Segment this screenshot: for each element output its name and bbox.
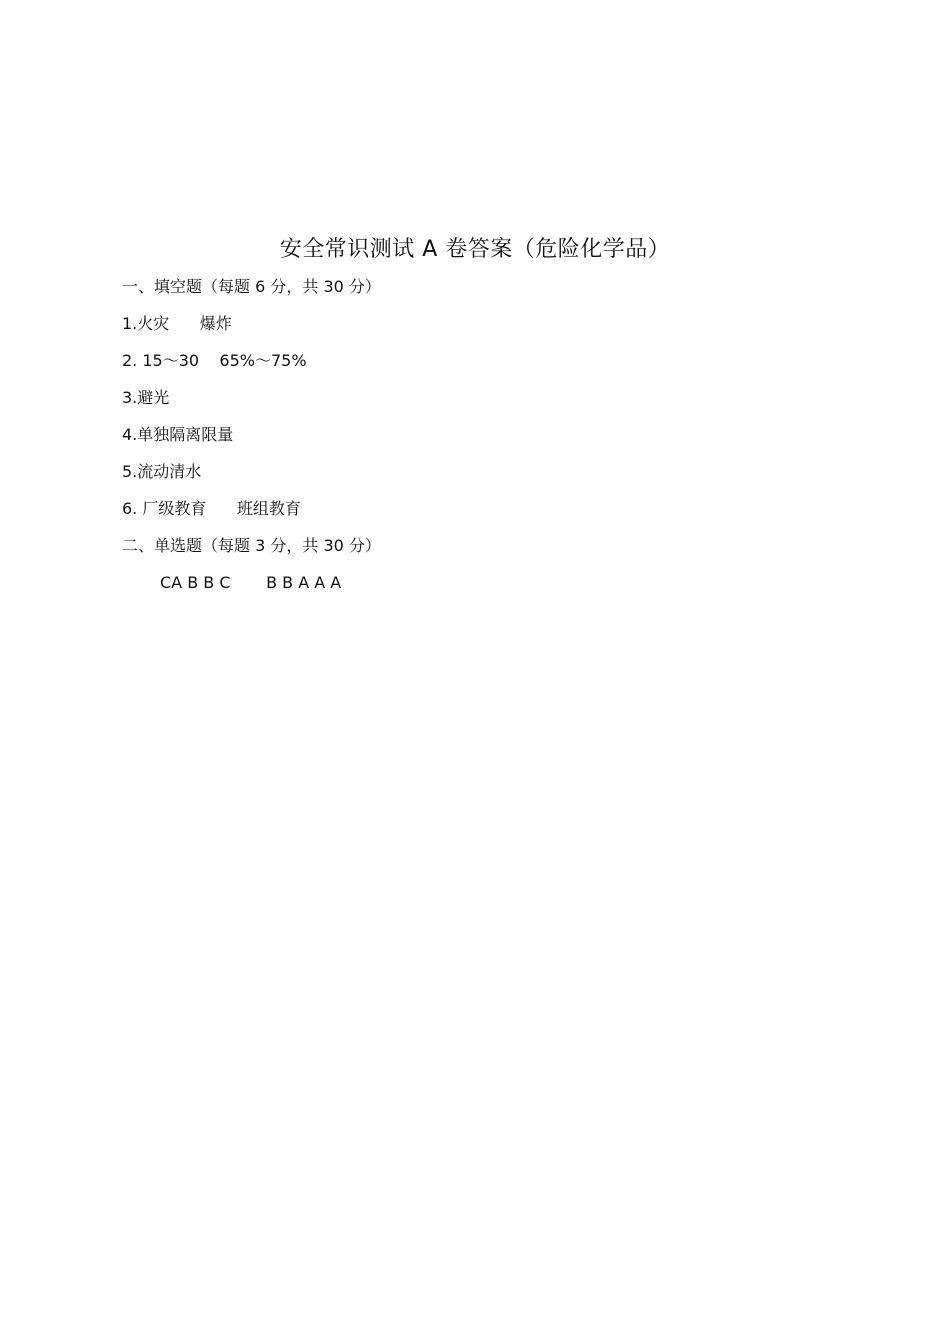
- answer-line-2: 2. 15～30 65%～75%: [122, 351, 307, 370]
- section-heading-single-choice: 二、单选题（每题 3 分，共 30 分）: [122, 536, 381, 555]
- section-heading-fill-in-blank: 一、填空题（每题 6 分，共 30 分）: [122, 277, 381, 296]
- document-title: 安全常识测试 A 卷答案（危险化学品）: [279, 237, 671, 262]
- answer-line-1: 1.火灾 爆炸: [122, 314, 232, 333]
- answer-line-4: 4.单独隔离限量: [122, 425, 234, 444]
- answer-line-5: 5.流动清水: [122, 462, 202, 481]
- answer-line-3: 3.避光: [122, 388, 170, 407]
- single-choice-answers: CA B B C B B A A A: [160, 573, 342, 592]
- answer-line-6: 6. 厂级教育 班组教育: [122, 499, 301, 518]
